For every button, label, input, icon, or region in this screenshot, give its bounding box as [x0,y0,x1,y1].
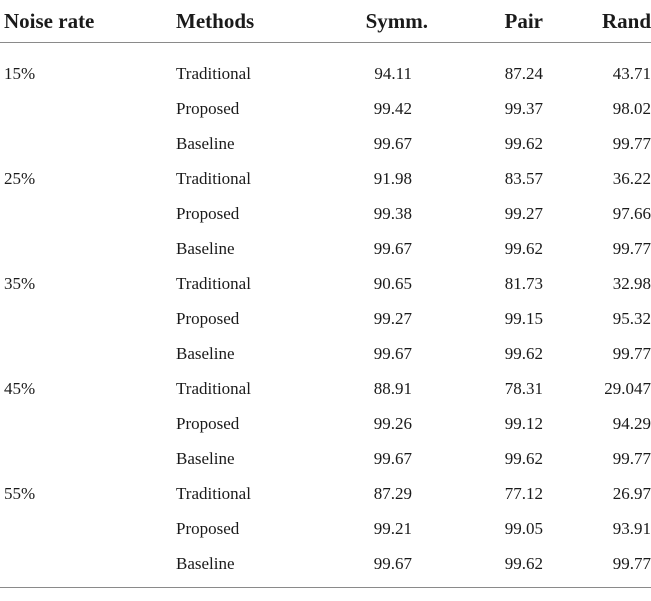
table-row [0,43,651,92]
cell-noise-rate [0,232,176,267]
cell-pair: 99.62 [504,343,543,363]
cell-rand: 99.77 [612,448,651,468]
header-rand: Rand [556,0,651,43]
cell-symm: 99.67 [373,239,412,259]
cell-symm: 99.67 [373,134,412,154]
cell-method: Baseline [176,343,235,363]
header-symm: Symm. [316,0,428,43]
cell-rand: 97.66 [612,204,651,224]
cell-rand: 32.98 [612,274,651,294]
cell-pair: 99.37 [504,99,543,119]
cell-rand: 43.71 [612,64,651,84]
cell-noise-rate [0,302,176,337]
table-row [0,406,651,441]
cell-noise-rate: 15% [4,64,36,84]
header-pair: Pair [428,0,556,43]
header-methods: Methods [176,0,316,43]
cell-method: Proposed [176,309,240,329]
cell-method: Baseline [176,134,235,154]
cell-symm: 99.26 [373,413,412,433]
cell-symm: 99.27 [373,309,412,329]
cell-method: Baseline [176,239,235,259]
cell-rand: 94.29 [612,413,651,433]
cell-noise-rate [0,511,176,546]
table-row [0,232,651,267]
table-body [0,43,651,588]
cell-rand: 99.77 [612,343,651,363]
cell-symm: 99.67 [316,546,428,587]
cell-pair: 83.57 [504,169,543,189]
cell-pair: 99.12 [504,413,543,433]
cell-symm: 99.21 [373,518,412,538]
cell-noise-rate: 45% [4,378,36,398]
cell-rand: 95.32 [612,309,651,329]
cell-noise-rate [0,441,176,476]
cell-pair: 78.31 [504,378,543,398]
cell-pair: 87.24 [504,64,543,84]
cell-rand: 26.97 [612,483,651,503]
cell-noise-rate: 55% [4,483,36,503]
table-row [0,511,651,546]
cell-rand: 93.91 [612,518,651,538]
cell-noise-rate [0,197,176,232]
cell-symm: 91.98 [373,169,412,189]
cell-method: Traditional [176,64,251,84]
cell-method: Traditional [176,378,251,398]
cell-symm: 90.65 [373,274,412,294]
table-row [0,337,651,372]
cell-noise-rate [0,92,176,127]
table-row [0,267,651,302]
table-row [0,302,651,337]
cell-symm: 99.67 [373,448,412,468]
cell-symm: 87.29 [373,483,412,503]
cell-symm: 99.67 [373,343,412,363]
cell-method: Baseline [176,546,316,587]
table-row [0,197,651,232]
cell-pair: 99.62 [504,448,543,468]
cell-method: Traditional [176,274,251,294]
table-row [0,162,651,197]
header-row [0,0,651,43]
cell-method: Traditional [176,169,251,189]
cell-method: Proposed [176,204,240,224]
cell-pair: 99.27 [504,204,543,224]
cell-pair: 77.12 [504,483,543,503]
cell-method: Baseline [176,448,235,468]
cell-rand: 99.77 [612,239,651,259]
table-header [0,0,651,43]
cell-noise-rate [0,406,176,441]
table-row [0,92,651,127]
cell-method: Proposed [176,518,240,538]
cell-pair: 99.62 [504,134,543,154]
cell-method: Proposed [176,413,240,433]
cell-symm: 94.11 [374,64,412,84]
cell-noise-rate [0,337,176,372]
table-row [0,371,651,406]
table-row [0,441,651,476]
cell-pair: 99.15 [504,309,543,329]
cell-symm: 88.91 [373,378,412,398]
cell-rand: 99.77 [556,546,651,587]
cell-rand: 29.047 [604,378,651,398]
table-row [0,127,651,162]
header-noise-rate: Noise rate [0,0,176,43]
cell-noise-rate: 35% [4,274,36,294]
cell-pair: 99.05 [504,518,543,538]
cell-rand: 98.02 [612,99,651,119]
cell-pair: 99.62 [428,546,556,587]
cell-pair: 99.62 [504,239,543,259]
cell-rand: 99.77 [612,134,651,154]
cell-method: Proposed [176,99,240,119]
cell-noise-rate: 25% [4,169,36,189]
table-row [0,546,651,587]
cell-rand: 36.22 [612,169,651,189]
cell-symm: 99.42 [373,99,412,119]
cell-noise-rate [0,546,176,587]
cell-pair: 81.73 [504,274,543,294]
table-row [0,476,651,511]
cell-symm: 99.38 [373,204,412,224]
cell-noise-rate [0,127,176,162]
cell-method: Traditional [176,483,251,503]
